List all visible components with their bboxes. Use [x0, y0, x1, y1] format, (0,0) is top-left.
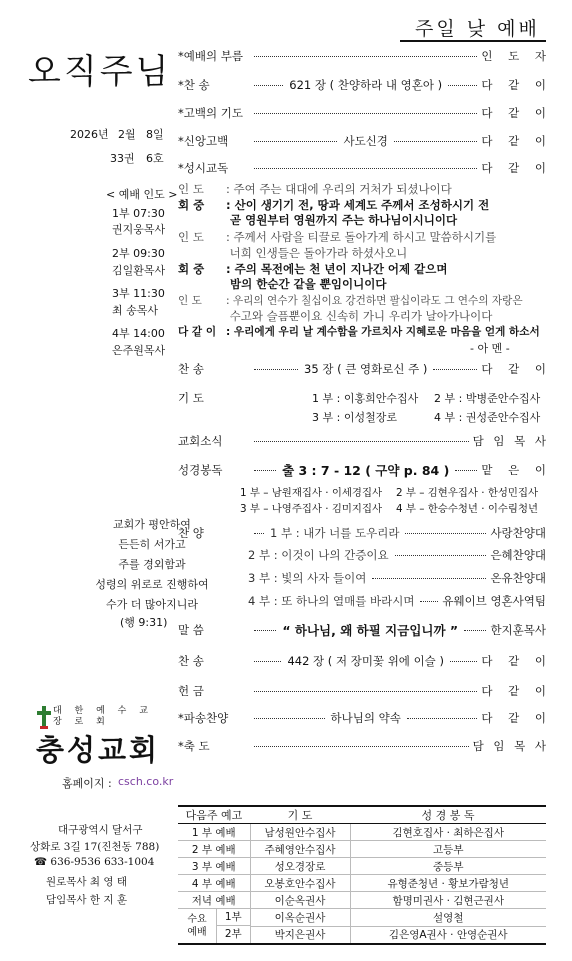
- next-week-table: [178, 805, 546, 945]
- table-header: 기 도: [250, 806, 350, 824]
- reader: 3 부 – 나영주집사 · 김미지집사: [240, 503, 383, 515]
- reading-speaker: 회 중: [178, 262, 205, 276]
- reading-text: : 주의 목전에는 천 년이 지나간 어제 같으며: [226, 262, 448, 276]
- denomination-line: 대 한 예 수 교: [53, 706, 153, 716]
- order-benediction: [178, 737, 549, 755]
- order-right: 다 같 이: [481, 362, 553, 376]
- table-row: [178, 824, 546, 841]
- prayer-cell: 성오경장로: [250, 858, 350, 875]
- wednesday-label: 수요 예배: [187, 914, 207, 938]
- verse-reference: (행 9:31): [120, 616, 168, 629]
- order-right: 담 임 목 사: [472, 739, 549, 753]
- order-label: *파송찬양: [178, 711, 229, 725]
- guide-time: 4부 14:00: [112, 327, 165, 340]
- reading-line: [178, 276, 386, 292]
- order-label: *축 도: [178, 739, 210, 753]
- anthem-item: 3 부 : 빛의 사자 들이여: [248, 571, 367, 585]
- guides-heading: < 예배 인도 >: [106, 188, 178, 201]
- reading-cell: 함명미권사 · 김현근권사: [350, 892, 546, 909]
- order-middle: 사도신경: [343, 134, 388, 148]
- reading-line: [178, 261, 447, 277]
- leader-dots: [407, 718, 478, 719]
- leader-dots: [450, 661, 477, 662]
- leader-dots: [254, 441, 469, 442]
- reading-text: 밤의 한순간 같을 뿐임이니이다: [226, 277, 387, 291]
- address-line: 대구광역시 달서구: [58, 824, 143, 836]
- order-label: *고백의 기도: [178, 106, 243, 120]
- emeritus-pastor: 원로목사 최 영 태: [46, 876, 128, 888]
- leader-dots: [394, 141, 477, 142]
- anthem-item: 2 부 : 이것이 나의 간증이요: [248, 548, 389, 562]
- table-row: [178, 909, 546, 927]
- leader-dots: [254, 718, 325, 719]
- service-title: 주일 낮 예배: [415, 18, 540, 40]
- prayer-cell: 이순옥권사: [250, 892, 350, 909]
- reading-line: [178, 197, 489, 213]
- reading-speaker: 인 도: [178, 295, 202, 307]
- leader-dots: [254, 533, 264, 534]
- reading-text: 수고와 슬픔뿐이요 신속히 가니 우리가 날아가나이다: [226, 309, 493, 323]
- date-year: 2026년: [70, 128, 109, 141]
- reading-cell: 고등부: [350, 841, 546, 858]
- reading-text: : 주여 주는 대대에 우리의 거처가 되셨나이다: [226, 182, 452, 196]
- prayer-leader: 2 부 : 박병준안수집사: [434, 392, 541, 405]
- order-call: [178, 47, 552, 65]
- preacher: 한지훈목사: [490, 623, 546, 637]
- order-label: 찬 송: [178, 654, 204, 668]
- wednesday-parts: [216, 909, 250, 943]
- order-right: 인 도 자: [481, 49, 552, 63]
- reading-text: : 산이 생기기 전, 땅과 세계도 주께서 조성하시기 전: [226, 198, 490, 212]
- reading-speaker: 회 중: [178, 198, 205, 212]
- homepage-link[interactable]: csch.co.kr: [118, 775, 174, 788]
- order-responsive: [178, 159, 552, 177]
- order-right: 다 같 이: [481, 78, 553, 92]
- reading-text: : 우리의 연수가 칠십이요 강건하면 팔십이라도 그 연수의 자랑은: [226, 295, 523, 307]
- leader-dots: [464, 630, 486, 631]
- order-right: 다 같 이: [481, 106, 552, 120]
- reader: 2 부 – 김현우집사 · 한성민집사: [396, 487, 539, 499]
- order-middle: 출 3 : 7 - 12 ( 구약 p. 84 ): [282, 463, 450, 478]
- reading-speaker: 다 같 이: [178, 326, 217, 338]
- wednesday-cell: [178, 909, 250, 945]
- anthem-item: 1 부 : 내가 너를 도우리라: [270, 526, 400, 540]
- anthem-row: [246, 592, 546, 610]
- order-scripture: [178, 461, 553, 479]
- verse-line: 성령의 위로로 진행하여: [95, 578, 209, 591]
- reader: 4 부 – 한승수청년 · 이수림청년: [396, 503, 539, 515]
- order-middle: 442 장 ( 저 장미꽃 위에 이슬 ): [287, 654, 444, 668]
- order-label: *성시교독: [178, 161, 229, 175]
- service-cell: 4 부 예배: [178, 875, 250, 892]
- anthem-row: [246, 546, 546, 564]
- guide-leader: 김일환목사: [112, 264, 166, 277]
- order-middle: 621 장 ( 찬양하라 내 영혼아 ): [289, 78, 443, 92]
- date-day: 8일: [146, 128, 164, 141]
- order-sermon: [178, 621, 546, 639]
- choir: 사랑찬양대: [490, 526, 546, 540]
- homepage-label: 홈페이지 :: [62, 777, 112, 790]
- leader-dots: [254, 746, 469, 747]
- reading-text: 곧 영원부터 영원까지 주는 하나님이시니이다: [226, 213, 458, 227]
- amen: - 아 멘 -: [470, 342, 510, 355]
- service-cell: 2 부 예배: [178, 841, 250, 858]
- reading-cell: 중등부: [350, 858, 546, 875]
- leader-dots: [420, 601, 438, 602]
- leader-dots: [254, 470, 276, 471]
- choir: 은혜찬양대: [490, 548, 546, 562]
- reading-line: [178, 212, 457, 228]
- leader-dots: [395, 555, 487, 556]
- prayer-leader: 3 부 : 이성철장로: [312, 411, 397, 424]
- leader-dots: [254, 691, 477, 692]
- wednesday-part: 1부: [217, 909, 250, 926]
- leader-dots: [254, 168, 477, 169]
- verse-line: 수가 더 많아지니라: [105, 598, 198, 611]
- reading-cell: 유형준청년 · 황보가람청년: [350, 875, 546, 892]
- header-rule: [400, 40, 546, 42]
- leader-dots: [455, 470, 477, 471]
- table-header-row: [178, 806, 546, 824]
- leader-dots: [372, 578, 486, 579]
- order-right: 다 같 이: [481, 654, 553, 668]
- reading-line: [178, 293, 523, 308]
- verse-line: 교회가 평안하여: [113, 518, 191, 531]
- leader-dots: [254, 113, 477, 114]
- leader-dots: [405, 533, 486, 534]
- issue-number: 6호: [146, 152, 164, 165]
- order-label: *찬 송: [178, 78, 210, 92]
- service-cell: 3 부 예배: [178, 858, 250, 875]
- leader-dots: [254, 56, 477, 57]
- prayer-cell: 주혜영안수집사: [250, 841, 350, 858]
- order-news: [178, 432, 549, 450]
- order-right: 담 임 목 사: [472, 434, 549, 448]
- reading-text: : 주께서 사람을 티끌로 돌아가게 하시고 말씀하시기를: [226, 230, 497, 244]
- prayer-cell: 박지은권사: [250, 926, 350, 944]
- service-cell: 1 부 예배: [178, 824, 250, 841]
- guide-time: 2부 09:30: [112, 247, 165, 260]
- prayer-cell: 오봉호안수집사: [250, 875, 350, 892]
- order-label: 성경봉독: [178, 463, 223, 477]
- prayer-leader: 4 부 : 권성준안수집사: [434, 411, 541, 424]
- leader-dots: [448, 85, 477, 86]
- table-header: 다음주 예고: [178, 806, 250, 824]
- table-row: [178, 841, 546, 858]
- reading-text: 너희 인생들은 돌아가라 하셨사오니: [226, 246, 408, 260]
- sermon-title: “ 하나님, 왜 하필 지금입니까 ”: [282, 623, 459, 638]
- choir: 유웨이브 영혼사역팀: [442, 594, 546, 608]
- order-label: 찬 양: [178, 526, 204, 540]
- prayer-leader: 1 부 : 이홍희안수집사: [312, 392, 419, 405]
- leader-dots: [254, 630, 276, 631]
- leader-dots: [254, 141, 337, 142]
- leader-dots: [433, 369, 477, 370]
- table-row: [178, 892, 546, 909]
- order-label: 기 도: [178, 391, 204, 405]
- order-creed: [178, 132, 553, 150]
- leader-dots: [254, 369, 298, 370]
- address-line: 상화로 3길 17(진천동 788): [30, 841, 160, 853]
- reading-text: : 우리에게 우리 날 계수함을 가르치사 지혜로운 마음을 얻게 하소서: [226, 326, 540, 338]
- order-hymn1: [178, 76, 553, 94]
- volume: 33권: [110, 152, 135, 165]
- table-row: [178, 858, 546, 875]
- reading-line: [178, 308, 492, 324]
- order-right: 다 같 이: [481, 711, 553, 725]
- order-right: 맡 은 이: [481, 463, 553, 477]
- reader: 1 부 – 남원재집사 · 이세경집사: [240, 487, 383, 499]
- order-right: 다 같 이: [481, 134, 553, 148]
- guide-leader: 권지웅목사: [112, 223, 166, 236]
- table-header: 성 경 봉 독: [350, 806, 546, 824]
- guide-time: 1부 07:30: [112, 207, 165, 220]
- wednesday-part: 2부: [224, 928, 242, 940]
- prayer-cell: 이옥순권사: [250, 909, 350, 927]
- order-offering: [178, 682, 552, 700]
- reading-line: [178, 324, 540, 339]
- reading-speaker: 인 도: [178, 230, 204, 244]
- prayer-cell: 남성원안수집사: [250, 824, 350, 841]
- reading-line: [178, 229, 496, 245]
- anthem-item: 4 부 : 또 하나의 열매를 바라시며: [248, 594, 415, 608]
- denomination-line: 장 로 회: [53, 717, 110, 727]
- order-label: *예배의 부름: [178, 49, 243, 63]
- order-label: 헌 금: [178, 684, 204, 698]
- order-anthem: [178, 524, 546, 542]
- order-hymn2: [178, 360, 553, 378]
- order-label: *신앙고백: [178, 134, 229, 148]
- service-cell: 저녁 예배: [178, 892, 250, 909]
- leader-dots: [254, 661, 281, 662]
- order-middle: 하나님의 약속: [330, 711, 401, 725]
- reading-cell: 설영철: [350, 909, 546, 927]
- reading-cell: 김은영A권사 · 안영순권사: [350, 926, 546, 944]
- order-right: 다 같 이: [481, 161, 552, 175]
- order-confession: [178, 104, 552, 122]
- guide-time: 3부 11:30: [112, 287, 165, 300]
- denomination: [53, 706, 153, 728]
- guide-leader: 최 송목사: [112, 304, 159, 317]
- reading-cell: 김현호집사 · 최하은집사: [350, 824, 546, 841]
- table-row: [178, 875, 546, 892]
- reading-line: [178, 181, 452, 197]
- order-hymn3: [178, 652, 553, 670]
- order-label: 교회소식: [178, 434, 223, 448]
- date-month: 2월: [118, 128, 136, 141]
- phone-numbers: ☎ 636-9536 633-1004: [34, 856, 155, 868]
- reading-speaker: 인 도: [178, 182, 204, 196]
- verse-line: 든든히 서가고: [118, 538, 186, 551]
- reading-line: [178, 245, 407, 261]
- guide-leader: 은주원목사: [112, 344, 166, 357]
- order-middle: 35 장 ( 큰 영화로신 주 ): [304, 362, 428, 376]
- choir: 온유찬양대: [490, 571, 546, 585]
- order-sending: [178, 709, 553, 727]
- order-label: 찬 송: [178, 362, 204, 376]
- church-name: 충성교회: [36, 733, 161, 767]
- order-label: 말 씀: [178, 623, 204, 637]
- senior-pastor: 담임목사 한 지 훈: [46, 894, 128, 906]
- cross-logo-icon: [36, 704, 52, 730]
- anthem-row: [246, 569, 546, 587]
- order-right: 다 같 이: [481, 684, 552, 698]
- leader-dots: [254, 85, 283, 86]
- verse-line: 주를 경외함과: [118, 558, 186, 571]
- bulletin-title: 오직주님: [28, 52, 172, 92]
